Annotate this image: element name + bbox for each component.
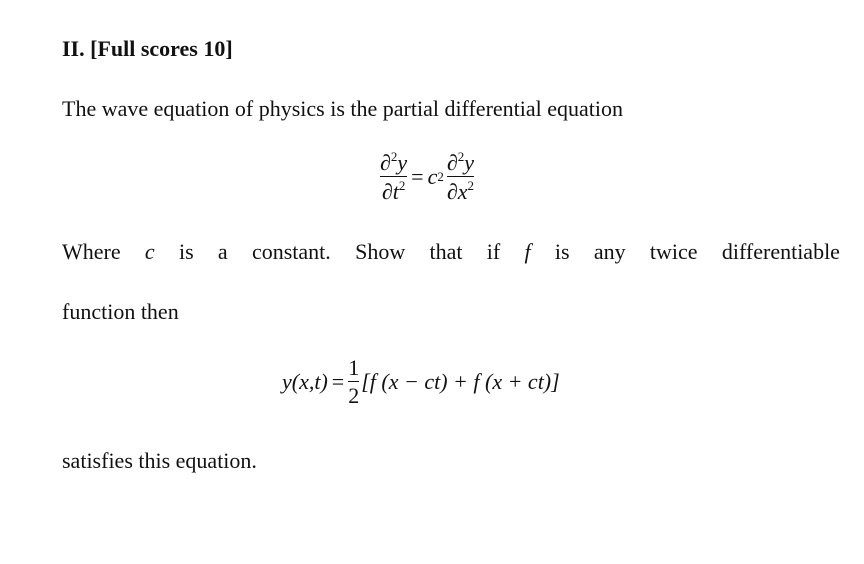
- equals-sign: =: [411, 163, 424, 189]
- solution-lhs: y(x,t): [282, 368, 328, 394]
- rhs-fraction-bar: [447, 176, 474, 177]
- wave-equation: [380, 150, 474, 203]
- fraction-bar: [348, 381, 359, 382]
- coefficient-exponent: 2: [437, 168, 444, 184]
- one-half-fraction: [348, 356, 359, 407]
- statement-continuation: function then: [62, 299, 179, 324]
- function-f: f: [524, 239, 531, 264]
- fraction-numerator: 1: [348, 355, 360, 380]
- fraction-denominator: 2: [348, 383, 360, 409]
- coefficient-c: c: [427, 163, 438, 189]
- statement-line: Where c is a constant. Show that if f is any twice differentiable: [62, 239, 840, 264]
- constant-c: c: [144, 239, 155, 264]
- rhs-num-exponent: 2: [457, 149, 465, 164]
- rhs-num-variable: y: [464, 150, 474, 175]
- lhs-fraction: [380, 150, 407, 203]
- lhs-fraction-bar: [380, 176, 407, 177]
- lhs-num-exponent: 2: [390, 149, 398, 164]
- solution-equation: [282, 356, 560, 407]
- rhs-partial-symbol: ∂: [446, 150, 458, 175]
- solution-rhs: [f (x − ct) + f (x + ct)]: [361, 368, 560, 394]
- lhs-den-exponent: 2: [398, 178, 406, 194]
- rhs-den-exponent: 2: [467, 178, 474, 194]
- solution-equals: =: [331, 368, 345, 394]
- rhs-denominator: ∂x: [446, 179, 468, 205]
- rhs-fraction: [447, 150, 474, 203]
- conclusion-text: satisfies this equation.: [62, 448, 257, 473]
- lhs-num-variable: y: [397, 150, 408, 175]
- lhs-denominator: ∂t: [381, 179, 399, 205]
- problem-heading: II. [Full scores 10]: [62, 36, 233, 61]
- lhs-partial-symbol: ∂: [380, 150, 391, 175]
- intro-text: The wave equation of physics is the partial differential equation: [62, 96, 624, 121]
